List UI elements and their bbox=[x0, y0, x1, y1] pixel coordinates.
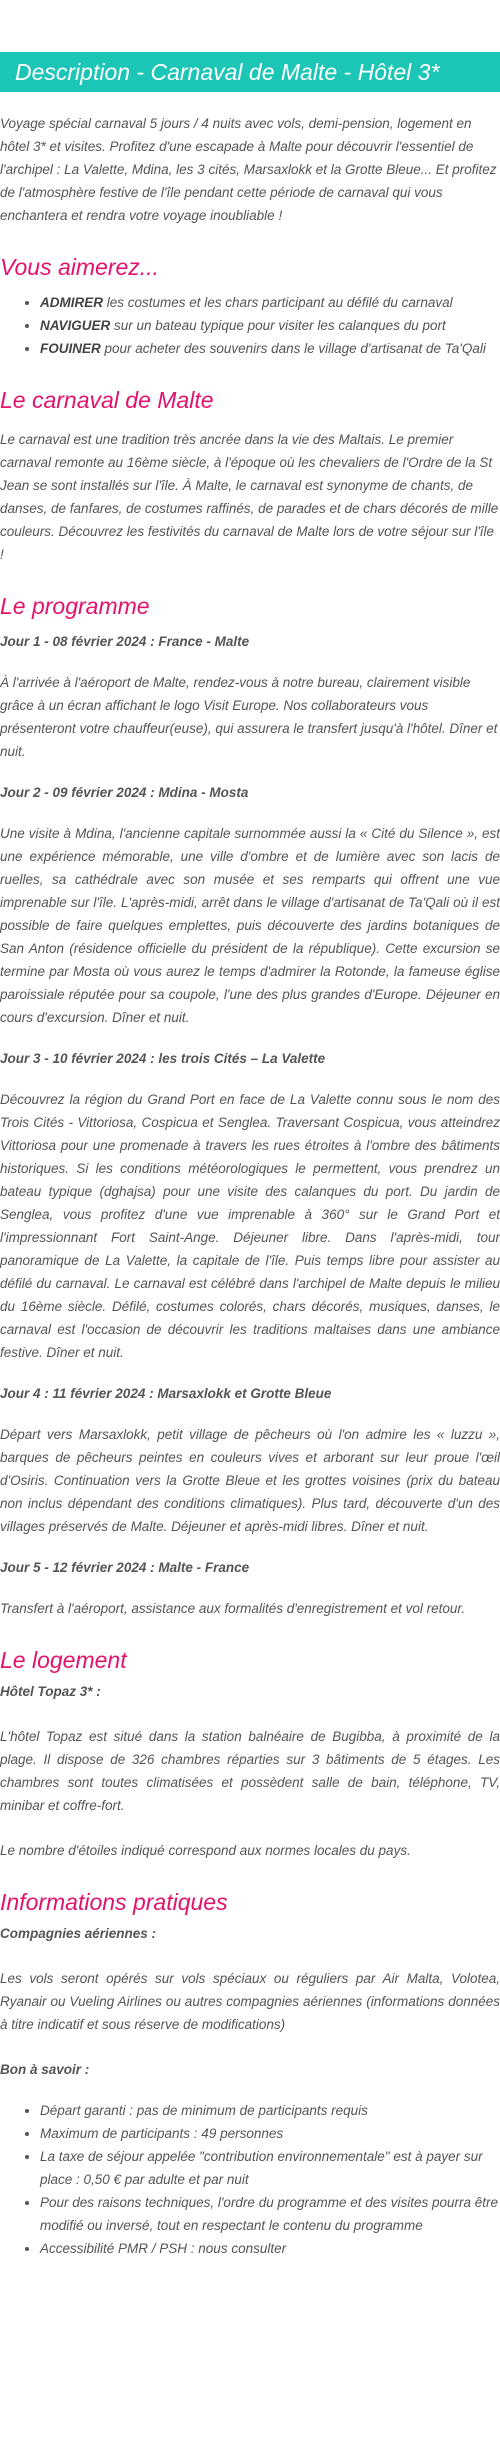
list-item-text: les costumes et les chars participant au défilé du carnaval bbox=[103, 295, 453, 310]
carnaval-paragraph: Le carnaval est une tradition très ancrée dans la vie des Maltais. Le premier carnaval remonte au 16ème siècle, à l'époque où les chevaliers de l'Ordre de la St Jean se sont installés sur l'île. À Malte, le carnaval est synonyme de chants, de danses, de fanfares, de costumes raffinés, de parades et de chars décorés de mille couleurs. Découvrez les festivités du carnaval de Malte lors de votre séjour sur l'île ! bbox=[0, 432, 499, 562]
list-item bbox=[40, 291, 500, 314]
day-text: Transfert à l'aéroport, assistance aux formalités d'enregistrement et vol retour. bbox=[0, 1601, 466, 1616]
list-item: • Accessibilité PMR / PSH : nous consulter bbox=[40, 2237, 500, 2260]
list-item bbox=[40, 314, 500, 337]
hotel-name: Hôtel Topaz 3* : bbox=[0, 1684, 101, 1699]
list-item-text: sur un bateau typique pour visiter les calanques du port bbox=[110, 318, 446, 333]
description-content bbox=[0, 92, 500, 2260]
day-title: Jour 1 - 08 février 2024 : France - Malte bbox=[0, 634, 250, 649]
list-item-keyword: FOUINER bbox=[40, 341, 101, 356]
compagnies-text: Les vols seront opérés sur vols spéciaux ou réguliers par Air Malta, Volotea, Ryanair ou Vueling Airlines ou autres compagnies aériennes (informations données à titre indicatif et sous réserve de modifications) bbox=[0, 1971, 500, 2032]
day-text: Découvrez la région du Grand Port en face de La Valette connu sous le nom des Trois Cités - Vittoriosa, Cospicua et Senglea. Traversant Cospicua, vous atteindrez Vittoriosa pour une promenade à travers les rues étroites à l'ombre des bâtiments historiques. Si les conditions météorologiques le permettent, vous prendrez un bateau typique (dghajsa) pour une visite des calanques du port. Du jardin de Senglea, vous profitez d'une vue imprenable à 360° sur le Grand Port et l'impressionnant Fort Saint-Ange. Déjeuner libre. Dans l'après-midi, tour panoramique de La Valette, la capitale de l'île. Puis temps libre pour assister au défilé du carnaval. Le carnaval est célébré dans l'archipel de Malte depuis le milieu du 16ème siècle. Défilé, costumes colorés, chars décorés, musiques, danses, le carnaval est l'occasion de découvrir les traditions maltaises dans une ambiance festive. Dîner et nuit. bbox=[0, 1092, 500, 1360]
infos-heading: Informations pratiques bbox=[0, 1889, 228, 1915]
aimerez-list bbox=[0, 291, 500, 360]
day-title: Jour 2 - 09 février 2024 : Mdina - Mosta bbox=[0, 785, 249, 800]
savoir-title: Bon à savoir : bbox=[0, 2062, 90, 2077]
logement-heading: Le logement bbox=[0, 1647, 127, 1673]
day-title: Jour 5 - 12 février 2024 : Malte - France bbox=[0, 1560, 250, 1575]
list-item: • La taxe de séjour appelée "contribution environnementale" est à payer sur place : 0,50 € par adulte et par nuit bbox=[40, 2145, 500, 2191]
list-item: • Départ garanti : pas de minimum de participants requis bbox=[40, 2099, 500, 2122]
day-text: Départ vers Marsaxlokk, petit village de pêcheurs où l'on admire les « luzzu », barques de pêcheurs peintes en couleurs vives et arborant sur leur proue l'œil d'Osiris. Continuation vers la Grotte Bleue et les grottes voisines (prix du bateau non inclus dépendant des conditions climatiques). Plus tard, découverte d'un des villages préservés de Malte. Déjeuner et après-midi libres. Dîner et nuit. bbox=[0, 1427, 500, 1534]
list-item: • Maximum de participants : 49 personnes bbox=[40, 2122, 500, 2145]
list-item-keyword: NAVIGUER bbox=[40, 318, 111, 333]
page-title: Description - Carnaval de Malte - Hôtel 3* bbox=[15, 58, 440, 85]
compagnies-title: Compagnies aériennes : bbox=[0, 1926, 157, 1941]
aimerez-heading: Vous aimerez... bbox=[0, 254, 159, 280]
intro-paragraph: Voyage spécial carnaval 5 jours / 4 nuits avec vols, demi-pension, logement en hôtel 3* et visites. Profitez d'une escapade à Malte pour découvrir l'essentiel de l'archipel : La Valette, Mdina, les 3 cités, Marsaxlokk et la Grotte Bleue... Et profitez de l'atmosphère festive de l'île pendant cette période de carnaval qui vous enchantera et rendra votre voyage inoubliable ! bbox=[0, 116, 497, 223]
day-text: À l'arrivée à l'aéroport de Malte, rendez-vous à notre bureau, clairement visible grâce à un écran affichant le logo Visit Europe. Nos collaborateurs vous présenteront votre chauffeur(euse), qui assurera le transfert jusqu'à l'hôtel. Dîner et nuit. bbox=[0, 675, 498, 759]
list-item bbox=[40, 337, 500, 360]
carnaval-heading: Le carnaval de Malte bbox=[0, 387, 214, 413]
day-title: Jour 3 - 10 février 2024 : les trois Cités – La Valette bbox=[0, 1051, 326, 1066]
stars-note: Le nombre d'étoiles indiqué correspond aux normes locales du pays. bbox=[0, 1843, 411, 1858]
savoir-list bbox=[0, 2099, 500, 2260]
day-text: Une visite à Mdina, l'ancienne capitale surnommée aussi la « Cité du Silence », est une expérience mémorable, une ville d'ombre et de lumière avec son lacis de ruelles, sa cathédrale avec son musée et ses remparts qui offrent une vue imprenable sur l'île. L'après-midi, arrêt dans le village d'artisanat de Ta'Qali où il est possible de faire quelques emplettes, puis découverte des jardins botaniques de San Anton (résidence officielle du président de la république). Cette excursion se termine par Mosta où vous aurez le temps d'admirer la Rotonde, la fameuse église paroissiale réputée pour sa coupole, l'une des plus grandes d'Europe. Déjeuner en cours d'excursion. Dîner et nuit. bbox=[0, 826, 500, 1025]
list-item-text: pour acheter des souvenirs dans le village d'artisanat de Ta'Qali bbox=[100, 341, 486, 356]
title-banner bbox=[0, 52, 500, 92]
page bbox=[0, 52, 500, 2260]
list-item: • Pour des raisons techniques, l'ordre du programme et des visites pourra être modifié ou inversé, tout en respectant le contenu du programme bbox=[40, 2191, 500, 2237]
list-item-keyword: ADMIRER bbox=[40, 295, 103, 310]
day-title: Jour 4 : 11 février 2024 : Marsaxlokk et Grotte Bleue bbox=[0, 1386, 332, 1401]
programme-heading: Le programme bbox=[0, 593, 150, 619]
hotel-description: L'hôtel Topaz est situé dans la station balnéaire de Bugibba, à proximité de la plage. Il dispose de 326 chambres réparties sur 3 bâtiments de 5 étages. Les chambres sont toutes climatisées et possèdent salle de bain, téléphone, TV, minibar et coffre-fort. bbox=[0, 1729, 500, 1813]
